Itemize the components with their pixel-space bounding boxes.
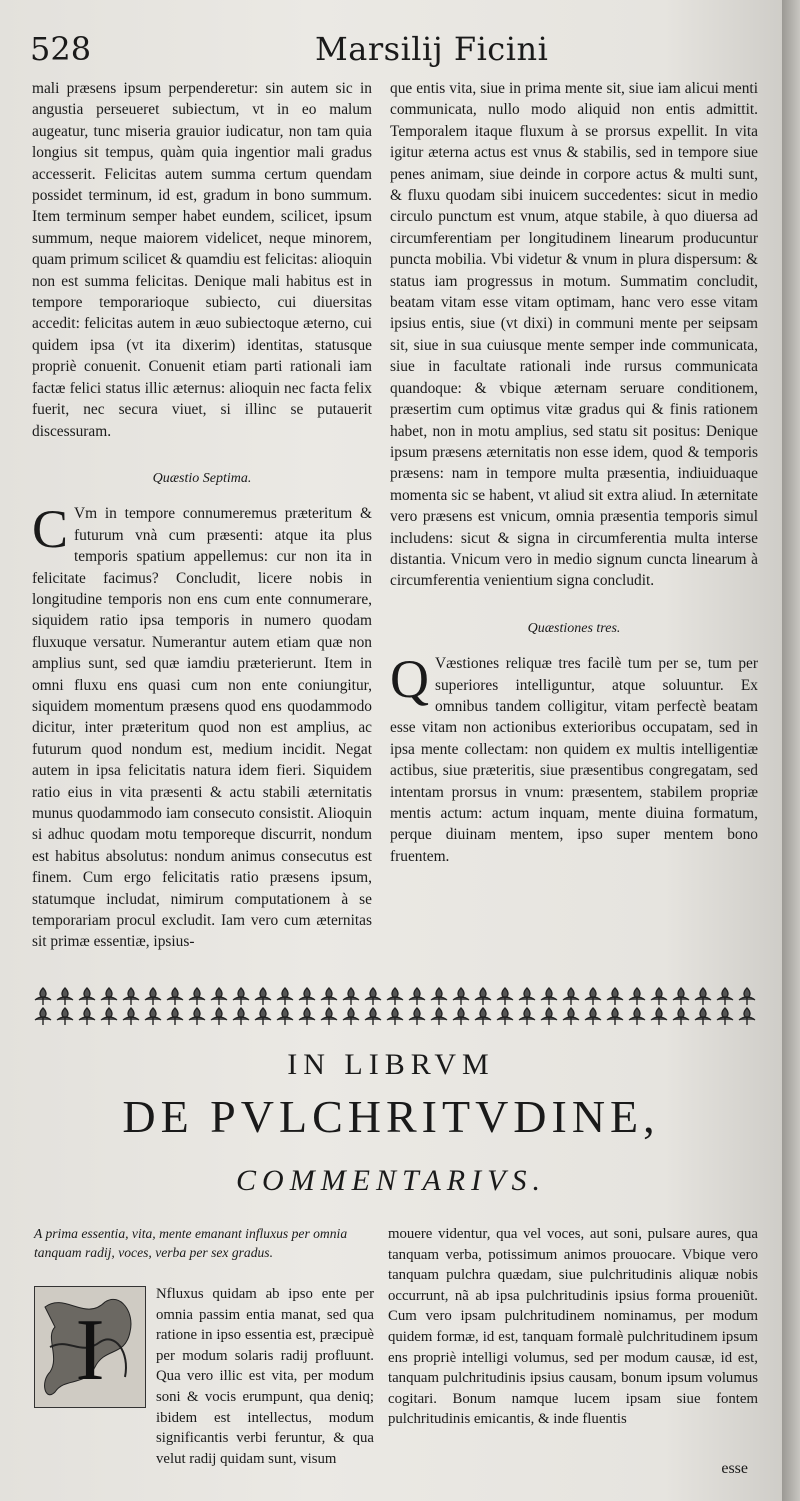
decorated-initial [34, 1286, 146, 1408]
section-heading-septima: Quæstio Septima. [152, 470, 252, 486]
left-column-bottom-wrap [156, 1284, 374, 1469]
ornament-band [32, 986, 760, 1026]
page-header [30, 30, 760, 74]
right-paragraph-2: Q Væstiones reliquæ tres facilè tum per se, tum per superiores intelliguntur, atque soluuntur. Ex omnibus tandem colligitur, vitam perfectè beatam esse vitam non actionibus exterioribus occupatam, sed in ipsa mente collectam: non quidem ex multis intelligentiæ actibus, siue præteritis, siue præsentibus congregatam, sed intentam prorsus in vnum: præsentem, stabilem propriæ mentis actum: actum inquam, mente diuina formatum, perque diuinam mentem, ipso super mentem bono fruentem. [390, 649, 758, 865]
page-number: 528 [30, 30, 92, 68]
left-column-top [32, 78, 372, 953]
dropcap-q: Q [390, 649, 429, 710]
chapter-summary: A prima essentia, vita, mente emanant influxus per omnia tanquam radij, voces, verba per sex gradus. [34, 1226, 348, 1260]
right-column-top [390, 78, 758, 867]
title-de-pulchritudine: DE PVLCHRITVDINE, [122, 1091, 660, 1142]
page-edge [782, 0, 800, 1501]
right-paragraph-1: que entis vita, siue in prima mente sit, siue iam alicui menti communicata, nullo modo aliquid non entis admittit. Temporalem itaque fluxum à se prorsus expellit. In vita igitur æterna actus est vnus & stabilis, sed in tempore siue penes animam, siue deinde in corpore actus & multi sunt, & fluxu quodam sibi inuicem succedentes: sicut in medio circulo punctum est vnum, atque stabile, à quo diuersa ad circumferentiam per longitudinem linearum producuntur puncta mobilia. Vbi videtur & vnum in plura dispersum: & status iam progressus in motum. Summatim concludit, beatam vitam esse vitam optimam, hanc vero esse vitam ipsius entis, siue (vt dixi) in communi mente per seipsam sit, siue in sua cuiusque mente semper inde communicata, siue in facultate rationali inde rursus communicata quandoque: & vbique æternam seruare conditionem, præsertim cum optimus vitæ gradus qui & finis rationem habet, non in motu amplius, sed statu sit positus: Denique ipsum præsens æternitatis non esse idem, quod & temporis præsens: nam in tempore multa præsentia, indiuiduaque momenta sic se habent, vt aliud sit extra aliud. In æternitate vero præsens est vnicum, omnia præsentia temporis simul includens: sicut & signa in circumferentia multa interse distantia. Vnicum vero in medio signum cuncta linearum à circumferentia venientium signa concludit. [390, 80, 758, 590]
initial-letter: I [75, 1302, 105, 1399]
left-paragraph-1: mali præsens ipsum perpenderetur: sin autem sic in angustia perseueret subiectum, vt in eo malum augeatur, tunc miseria grauior iudicatur, non tam quia longius sit tempus, quàm quia ingentior mali gradus accesserit. Felicitas autem summa certum quendam possidet terminum, id est, gradum in bono summum. Item terminum semper habet eundem, scilicet, ipsum summum, neque maiorem videlicet, neque minorem, quam primum scilicet & quamdiu est felicitas: alioquin non est summa felicitas. Denique mali habitus est in tempore temporarioque subiecto, cui diuersitas accedit: felicitas autem in æuo subiectoque æterno, cui quidem ipsa (vt ita dixerim) identitas, statusque propriè conuenit. Conuenit etiam parti rationali iam factæ felici status illic æternus: alioquin nec facta felix fuerit, nec secura viuet, si illinc se putauerit discessuram. [32, 80, 372, 440]
ornament-row-1 [32, 986, 760, 1006]
title-commentarius: COMMENTARIVS. [236, 1164, 546, 1197]
left-paragraph-2: C Vm in tempore connumeremus præteritum & futurum vnà cum præsenti: atque ita plus temporis spatium appellemus: cur non ita in felicitate facimus? Concludit, licere nobis in longitudine temporis non ens cum ente connumerare, siquidem ratio ipsa temporis in numero quodam fluxuque versatur. Numerantur autem etiam quæ non amplius sunt, sed quæ iamdiu præterierunt. Item in omni fluxu ens quasi cum non ente coniungitur, siquidem momentum præsens quod ens quodammodo dicitur, inter præteritum quod non est amplius, ac futurum quod nondum est, medium incidit. Negat autem in ipsa felicitatis natura idem fieri. Siquidem ratio eius in vita præsenti & actu stabili æternitatis munus quodammodo iam consecuto consistit. Alioquin si adhuc quodam motu temporeque discurrit, nondum est habitus absolutus: nondum animus consecutus est finem. Cum ergo felicitatis ratio præsens ipsum, statumque includat, nimirum computationem à se temporariam procul excludit. Iam vero cum æternitas sit primæ essentiæ, ipsius- [32, 499, 372, 951]
section-heading-tres: Quæstiones tres. [527, 620, 621, 636]
running-title: Marsilij Ficini [315, 30, 549, 68]
left-bottom-paragraph: Nfluxus quidam ab ipso ente per omnia passim entia manat, sed qua ratione in ipso essentia est, præcipuè per modum solaris radij profluunt. Qua vero illic est vita, per modum soni & vocis erumpunt, qua deniq; ibidem est intellectus, modum significantis verbi feruntur, & qua velut radij quidam sunt, visum [156, 1286, 374, 1467]
title-in-librum: IN LIBRVM [287, 1048, 495, 1081]
right-bottom-paragraph: mouere videntur, qua vel voces, aut soni, pulsare aures, qua tanquam verba, potissimum animos prouocare. Vbique vero tanquam pulchra quædam, siue pulchritudinis aliquæ nobis occurrunt, nã ab ipsa pulchritudinis ipsius forma proueniũt. Cum vero ipsam pulchritudinem nominamus, per modum quidem formæ, id est, tanquam formalè pulchritudinem ipsum ens propriè intelligi volumus, sed per modum causæ, id est, tanquam pulchritudinis ipsius causam, bonum ipsum volumus cogitari. Bonum namque lucem ipsam siue fontem pulchritudinis emicantis, & inde fluentis [388, 1226, 758, 1428]
dropcap-c: C [32, 499, 69, 560]
right-column-bottom [388, 1224, 758, 1430]
catchword: esse [721, 1460, 748, 1477]
ornament-row-2 [32, 1006, 760, 1026]
